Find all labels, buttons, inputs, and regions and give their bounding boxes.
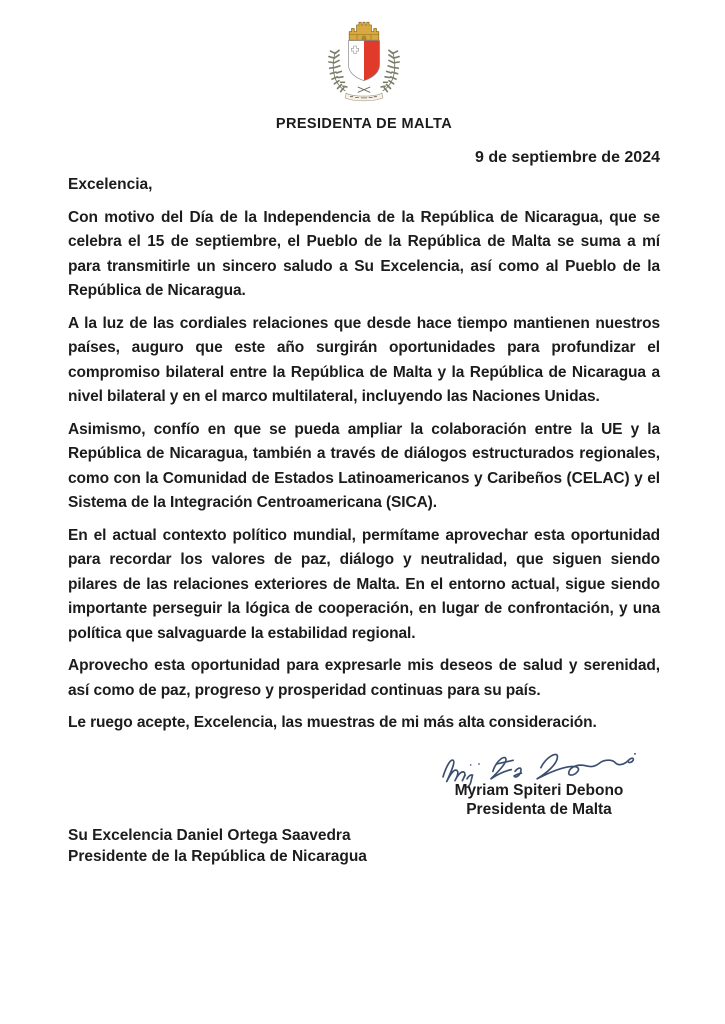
letter-paragraph: Aprovecho esta oportunidad para expresarle mis deseos de salud y serenidad, así como de paz, progreso y prosperidad continuas para su país. [68,657,660,699]
letter-paragraph: A la luz de las cordiales relaciones que desde hace tiempo mantienen nuestros países, auguro que este año surgirán oportunidades para profundizar el compromiso bilateral entre la República de Malta y la República de Nicaragua a nivel bilateral y en el marco multilateral, incluyendo las Naciones Unidas. [68,314,660,405]
letter-paragraph: Asimismo, confío en que se pueda ampliar la colaboración entre la UE y la República de Nicaragua, también a través de diálogos estructurados regionales, como con la Comunidad de Estados Latinoamericanos y Caribeños (CELAC) y el Sistema de la Integración Centroamericana (SICA). [68,420,660,511]
signatory-name: Myriam Spiteri Debono [454,781,624,799]
letter-paragraph: En el actual contexto político mundial, permítame aprovechar esta oportunidad para recordar los valores de paz, diálogo y neutralidad, que siguen siendo pilares de las relaciones exteriores de Malta. En el entorno actual, sigue siendo importante perseguir la lógica de cooperación, en lugar de confrontación, y una política que salvaguarde la estabilidad regional. [68,526,660,642]
closing-line: Le ruego acepte, Excelencia, las muestras de mi más alta consideración. [68,714,597,731]
malta-coat-of-arms-icon [325,16,403,108]
addressee-title: Presidente de la República de Nicaragua [68,847,367,865]
letter-paragraph: Con motivo del Día de la Independencia de la República de Nicaragua, que se celebra el 15 de septiembre, el Pueblo de la República de Malta se suma a mí para transmitirle un sincero saludo a Su Excelencia, así como al Pueblo de la República de Nicaragua. [68,208,660,299]
letterhead-title: PRESIDENTA DE MALTA [275,116,453,132]
letter-date: 9 de septiembre de 2024 [475,149,660,166]
signatory-title: Presidenta de Malta [466,800,612,818]
addressee-name: Su Excelencia Daniel Ortega Saavedra [68,826,351,844]
signature-block [68,740,642,819]
addressee-block [68,825,660,867]
letterhead [68,16,660,134]
salutation: Excelencia, [68,176,153,193]
